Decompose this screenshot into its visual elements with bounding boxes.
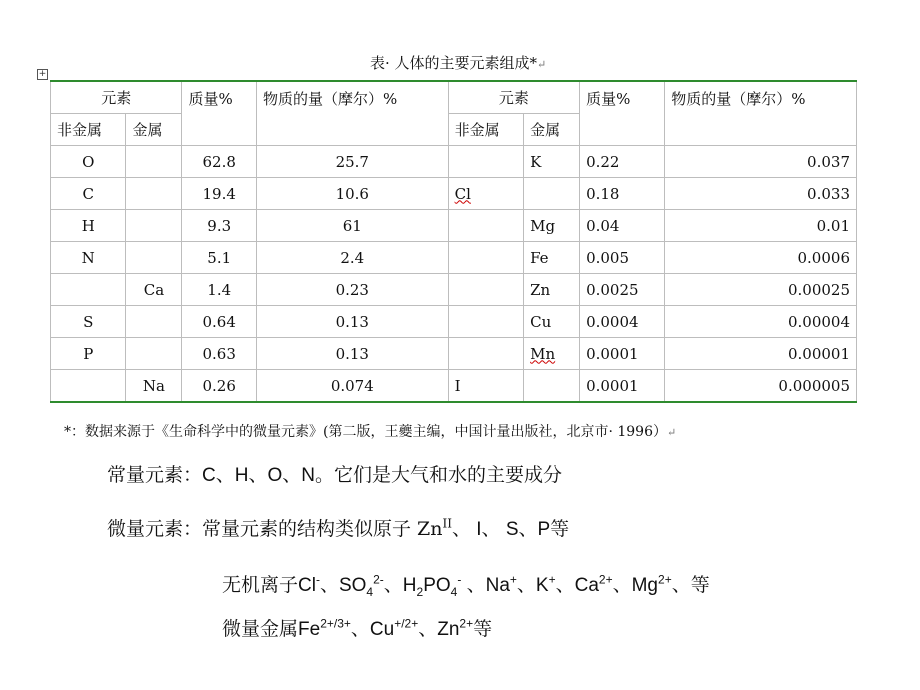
cell-left-metal: Na xyxy=(126,370,182,403)
table-row xyxy=(51,210,857,242)
table-footnote xyxy=(64,421,676,441)
cell-right-metal: Fe xyxy=(524,242,580,274)
element-table xyxy=(50,80,857,403)
table-row xyxy=(51,146,857,178)
cell-right-nonmetal xyxy=(448,306,523,338)
trace-metals-line: 微量金属$Fe^{2+/3+}$、$Cu^{+/2+}$、$Zn^{2+}$等 xyxy=(222,616,493,640)
header-mass-right: 质量% xyxy=(580,81,665,146)
header-nonmetal-left: 非金属 xyxy=(51,114,126,146)
cell-left-metal xyxy=(126,210,182,242)
cell-right-nonmetal: I xyxy=(448,370,523,403)
macro-label: 常量元素： xyxy=(107,464,203,486)
table-row xyxy=(51,242,857,274)
cell-right-nonmetal xyxy=(448,274,523,306)
header-amount-right: 物质的量（摩尔）% xyxy=(665,81,857,146)
table-move-handle[interactable]: + xyxy=(38,69,47,79)
cell-right-mass: 0.0004 xyxy=(580,306,665,338)
header-element-right: 元素 xyxy=(448,81,579,114)
table-row xyxy=(51,370,857,403)
cell-left-metal xyxy=(126,178,182,210)
header-metal-right: 金属 xyxy=(524,114,580,146)
cell-left-amount: 25.7 xyxy=(256,146,448,178)
cell-left-metal xyxy=(126,306,182,338)
cell-right-mass: 0.22 xyxy=(580,146,665,178)
macro-elements-line xyxy=(107,460,562,487)
trace-elements-line xyxy=(107,514,569,541)
cell-right-amount: 0.00025 xyxy=(665,274,857,306)
cell-left-mass: 0.64 xyxy=(182,306,257,338)
cell-left-metal xyxy=(126,242,182,274)
cell-left-nonmetal: H xyxy=(51,210,126,242)
cell-left-nonmetal xyxy=(51,274,126,306)
cell-left-mass: 62.8 xyxy=(182,146,257,178)
cell-right-mass: 0.005 xyxy=(580,242,665,274)
cell-right-metal xyxy=(524,178,580,210)
cell-right-nonmetal xyxy=(448,338,523,370)
cell-left-mass: 9.3 xyxy=(182,210,257,242)
cell-right-amount: 0.000005 xyxy=(665,370,857,403)
cell-right-metal: Mg xyxy=(524,210,580,242)
ions-suffix: 等 xyxy=(690,575,710,596)
cell-right-mass: 0.0001 xyxy=(580,370,665,403)
metals-suffix: 等 xyxy=(473,619,493,640)
cell-left-metal xyxy=(126,338,182,370)
cell-right-mass: 0.04 xyxy=(580,210,665,242)
trace-label: 微量元素： xyxy=(107,518,203,540)
para-mark: ↵ xyxy=(667,426,677,439)
cell-left-metal xyxy=(126,146,182,178)
cell-left-nonmetal xyxy=(51,370,126,403)
cell-right-amount: 0.037 xyxy=(665,146,857,178)
cell-left-amount: 10.6 xyxy=(256,178,448,210)
cell-left-mass: 19.4 xyxy=(182,178,257,210)
cell-right-amount: 0.00004 xyxy=(665,306,857,338)
cell-right-mass: 0.0025 xyxy=(580,274,665,306)
cell-left-amount: 0.074 xyxy=(256,370,448,403)
cell-right-nonmetal: Cl xyxy=(448,178,523,210)
cell-left-nonmetal: S xyxy=(51,306,126,338)
header-metal-left: 金属 xyxy=(126,114,182,146)
cell-left-nonmetal: O xyxy=(51,146,126,178)
cell-right-metal: K xyxy=(524,146,580,178)
cell-left-mass: 0.63 xyxy=(182,338,257,370)
metals-prefix: 微量金属Fe xyxy=(222,619,321,640)
cell-right-amount: 0.033 xyxy=(665,178,857,210)
cell-right-nonmetal xyxy=(448,210,523,242)
cell-right-nonmetal xyxy=(448,146,523,178)
cell-right-mass: 0.0001 xyxy=(580,338,665,370)
trace-text: 常量元素的结构类似原子 Zn xyxy=(202,518,443,540)
cell-left-amount: 0.13 xyxy=(256,306,448,338)
header-nonmetal-right: 非金属 xyxy=(448,114,523,146)
cell-left-metal: Ca xyxy=(126,274,182,306)
zn-superscript: II xyxy=(442,516,452,531)
cell-left-nonmetal: C xyxy=(51,178,126,210)
cell-right-nonmetal xyxy=(448,242,523,274)
footnote-text: *：数据来源于《生命科学中的微量元素》(第二版，王夔主编，中国计量出版社，北京市· 1996） xyxy=(64,424,667,440)
cell-left-nonmetal: P xyxy=(51,338,126,370)
trace-tail: 、 I、 S、P等 xyxy=(451,519,570,540)
header-element-left: 元素 xyxy=(51,81,182,114)
cell-right-metal: Mn xyxy=(524,338,580,370)
cell-left-amount: 0.23 xyxy=(256,274,448,306)
cell-right-metal: Zn xyxy=(524,274,580,306)
ions-prefix: 无机离子Cl xyxy=(222,575,316,596)
table-row xyxy=(51,178,857,210)
caption-text: 表· 人体的主要元素组成* xyxy=(370,54,538,72)
cell-left-amount: 0.13 xyxy=(256,338,448,370)
table-row xyxy=(51,306,857,338)
table-caption xyxy=(370,52,546,73)
cell-left-amount: 2.4 xyxy=(256,242,448,274)
header-mass-left: 质量% xyxy=(182,81,257,146)
inorganic-ions-line: 无机离子Cl-、$SO_4^{2-}$、$H_2PO_4^-$ 、Na+、K+、$Ca^{2+}$、$Mg^{2+}$、等 xyxy=(222,572,710,599)
cell-right-amount: 0.00001 xyxy=(665,338,857,370)
cell-right-metal xyxy=(524,370,580,403)
cell-right-mass: 0.18 xyxy=(580,178,665,210)
cell-left-amount: 61 xyxy=(256,210,448,242)
cell-right-amount: 0.01 xyxy=(665,210,857,242)
cell-left-mass: 5.1 xyxy=(182,242,257,274)
cell-left-mass: 1.4 xyxy=(182,274,257,306)
header-amount-left: 物质的量（摩尔）% xyxy=(256,81,448,146)
macro-list: C、H、O、N。它们是大气和水的主要成分 xyxy=(202,465,562,486)
table-row xyxy=(51,338,857,370)
cell-left-mass: 0.26 xyxy=(182,370,257,403)
header-row-1 xyxy=(51,81,857,114)
cell-left-nonmetal: N xyxy=(51,242,126,274)
para-mark: ↵ xyxy=(537,58,547,71)
cell-right-metal: Cu xyxy=(524,306,580,338)
cell-right-amount: 0.0006 xyxy=(665,242,857,274)
table-row xyxy=(51,274,857,306)
